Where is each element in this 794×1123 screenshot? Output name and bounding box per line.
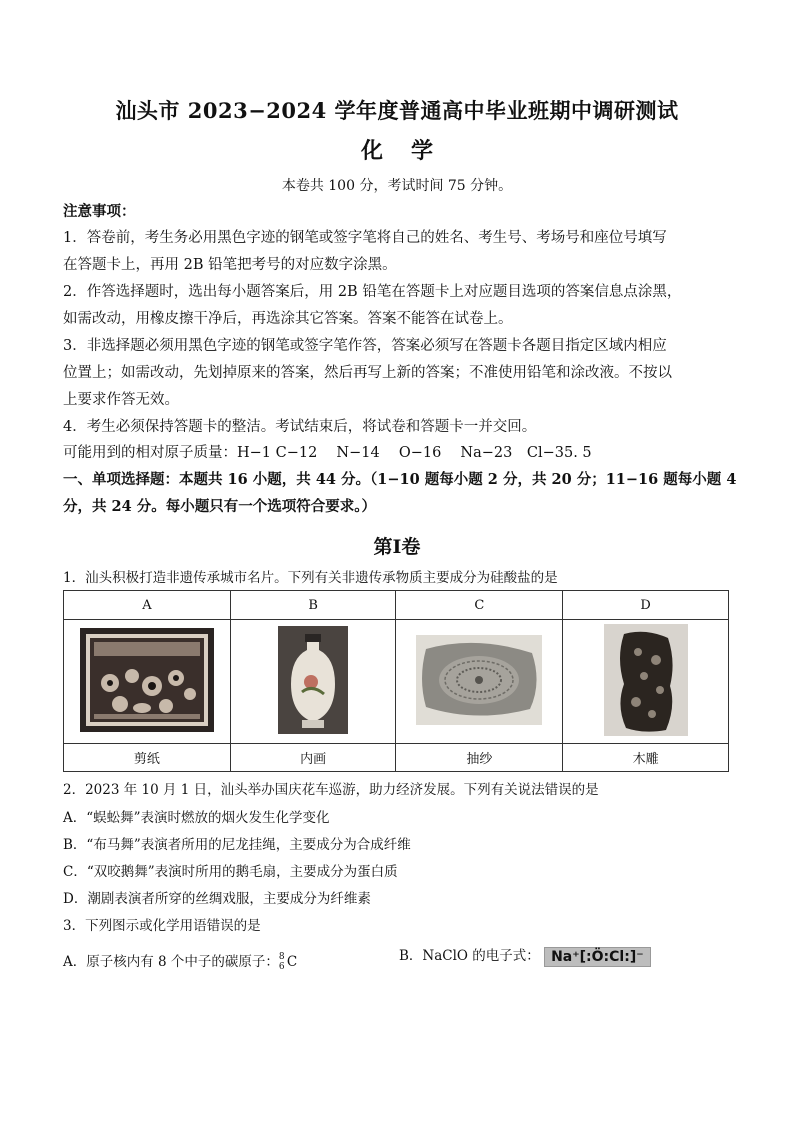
option-image-b-cell — [230, 620, 396, 744]
question-2-option-b: B．“布马舞”表演者所用的尼龙挂绳，主要成分为合成纤维 — [63, 837, 411, 853]
option-caption-b: 内画 — [230, 744, 396, 772]
subject-title: 化学 — [360, 138, 461, 164]
option-image-a-cell — [64, 620, 231, 744]
note-line: 如需改动，用橡皮擦干净后，再选涂其它答案。答案不能答在试卷上。 — [63, 311, 513, 327]
question-1-options-table — [63, 590, 729, 772]
option-caption-c: 抽纱 — [396, 744, 563, 772]
section-instruction-1: 一、单项选择题：本题共 16 小题，共 44 分。（1−10 题每小题 2 分，共 20 分；11−16 题每小题 4 — [63, 471, 737, 488]
option-letter-d: D — [563, 591, 729, 620]
note-line: 1．答卷前，考生务必用黑色字迹的钢笔或签字笔将自己的姓名、考生号、考场号和座位号填写 — [63, 230, 667, 246]
notes-heading: 注意事项： — [63, 203, 136, 220]
question-3-option-a — [63, 950, 297, 972]
note-line: 上要求作答无效。 — [63, 392, 179, 408]
question-2-option-c: C．“双咬鹅舞”表演时所用的鹅毛扇，主要成分为蛋白质 — [63, 864, 398, 880]
option-letter-a: A — [64, 591, 231, 620]
note-line: 位置上；如需改动，先划掉原来的答案，然后再写上新的答案；不准使用铅笔和涂改液。不按以 — [63, 365, 672, 381]
question-2-option-a: A．“蜈蚣舞”表演时燃放的烟火发生化学变化 — [63, 810, 330, 826]
note-line: 2．作答选择题时，选出每小题答案后，用 2B 铅笔在答题卡上对应题目选项的答案信息点涂黑， — [63, 284, 682, 300]
exam-intro: 本卷共 100 分，考试时间 75 分钟。 — [281, 178, 513, 194]
option-letter-b: B — [230, 591, 396, 620]
option-caption-a: 剪纸 — [64, 744, 231, 772]
question-3-stem: 3．下列图示或化学用语错误的是 — [63, 918, 261, 934]
option-letter-c: C — [396, 591, 563, 620]
wood-carving-image — [604, 624, 688, 736]
question-2-option-d: D．潮剧表演者所穿的丝绸戏服，主要成分为纤维素 — [63, 891, 371, 907]
option-image-c-cell — [396, 620, 563, 744]
inside-painted-bottle-image — [278, 626, 348, 734]
question-3-option-b — [399, 944, 651, 967]
note-line: 3．非选择题必须用黑色字迹的钢笔或签字笔作答，答案必须写在答题卡各题目指定区域内相应 — [63, 338, 667, 354]
note-line: 在答题卡上，再用 2B 铅笔把考号的对应数字涂黑。 — [63, 257, 397, 273]
exam-title: 汕头市 2023−2024 学年度普通高中毕业班期中调研测试 — [115, 98, 679, 123]
note-line: 4．考生必须保持答题卡的整洁。考试结束后，将试卷和答题卡一并交回。 — [63, 419, 537, 435]
question-2-stem: 2．2023 年 10 月 1 日，汕头举办国庆花车巡游，助力经济发展。下列有关说法错误的是 — [63, 782, 599, 798]
nuclide-symbol: C — [286, 954, 298, 970]
electron-formula-image: Na⁺[:Ö:Cl:]⁻ — [544, 947, 651, 967]
section-instruction-2: 分，共 24 分。每小题只有一个选项符合要求。） — [63, 498, 377, 515]
question-3-option-a-text: A．原子核内有 8 个中子的碳原子： — [63, 954, 279, 970]
paper-cut-image — [80, 628, 214, 732]
part-title: 第Ⅰ卷 — [373, 536, 421, 558]
option-caption-d: 木雕 — [563, 744, 729, 772]
nuclide-notation: 8 6 — [278, 951, 285, 972]
question-3-option-b-text: B．NaClO 的电子式： — [399, 948, 540, 964]
atomic-mass-line: 可能用到的相对原子质量：H−1 C−12 N−14 O−16 Na−23 Cl−35. 5 — [63, 445, 592, 461]
option-image-d-cell — [563, 620, 729, 744]
drawn-work-embroidery-image — [416, 635, 542, 725]
question-1-stem: 1．汕头积极打造非遗传承城市名片。下列有关非遗传承物质主要成分为硅酸盐的是 — [63, 570, 558, 586]
